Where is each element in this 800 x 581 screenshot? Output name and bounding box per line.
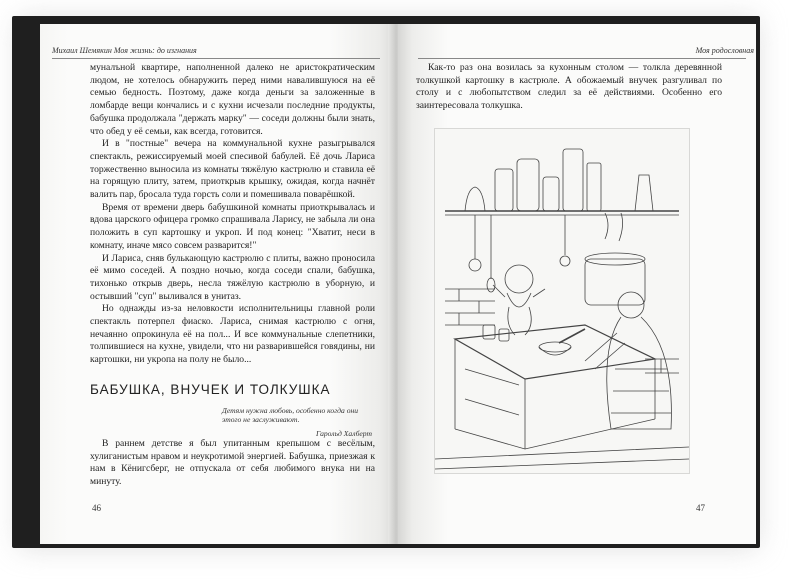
paragraph: В раннем детстве я был упитанным крепышом с весёлым, хулиганистым нравом и неукротимой энергией. Бабушка, приезжая к нам в Кёнигсберг, не отпускала от себя любимого внука ни на минуту. bbox=[90, 438, 375, 488]
right-header-rule bbox=[418, 58, 746, 59]
paragraph: муналъной квартире, наполненной далеко не аристократическим людом, не хотелось обнаружить перед ними навалившуюся на её семью бедность. Поэтому, даже когда деньги за заложенные в ломбарде вещи кончались и с кухни исчезали последние продукты, бабушка продолжала "держать марку" — соседи должны были знать, что обед у её семьи, как всегда, готовится. bbox=[90, 62, 375, 137]
left-header-rule bbox=[52, 58, 380, 59]
section-title: БАБУШКА, ВНУЧЕК И ТОЛКУШКА bbox=[90, 382, 331, 397]
right-running-head: Моя родословная bbox=[695, 46, 754, 55]
right-page-number: 47 bbox=[696, 503, 705, 513]
right-body-text bbox=[416, 62, 722, 113]
left-page-number: 46 bbox=[92, 503, 101, 513]
paragraph: И Лариса, сняв булькающую кастрюлю с плиты, важно проносила её мимо соседей. А поздно ночью, когда соседи спали, бабушка, тихонько открыв дверь, несла тяжёлую кастрюлю в уборную, и остывший "суп" выливался в унитаз. bbox=[90, 252, 375, 302]
paragraph: Время от времени дверь бабушкиной комнаты приоткрывалась и вдова царского офицера громко спрашивала Ларису, не забыла ли она положить в суп картошку и укроп. И под конец: "Хватит, неси в комнату, иначе мясо совсем разварится!" bbox=[90, 201, 375, 251]
left-body-text bbox=[90, 62, 375, 367]
paragraph: Но однажды из-за неловкости исполнительницы главной роли спектакль потерпел фиаско. Лариса, снимая кастрюлю с огня, нечаянно опрокинула её на пол... И все коммунальные слепетники, толпившиеся на кухне, увидели, что ни разварившейся говядины, ни картошки, ни укропа на полу не было... bbox=[90, 303, 375, 366]
kitchen-illustration bbox=[434, 128, 690, 474]
section-body-text bbox=[90, 438, 375, 489]
epigraph-author: Гарольд Халберт bbox=[315, 428, 372, 438]
paragraph: Как-то раз она возилась за кухонным столом — толкла деревянной толкушкой картошку в кастрюле. А обожаемый внучек разгуливал по столу и с любопытством следил за её действиями. Особенно его заинтересовала толкушка. bbox=[416, 62, 722, 112]
epigraph-text: Детям нужна любовь, особенно когда они этого не заслуживают. bbox=[222, 406, 359, 425]
paragraph: И в "постные" вечера на коммунальной кухне разыгрывался спектакль, режиссируемый моей спесивой бабулей. Её дочь Лариса торжественно выносила из комнаты тяжёлую кастрюлю и ставила её на горящую плиту, затем, приоткрыв крышку, ожидая, когда начнёт валить пар, бросала туда горсть соли и помешивала поварёшкой. bbox=[90, 138, 375, 201]
left-running-head: Михаил Шемякин Моя жизнь: до изгнания bbox=[52, 46, 197, 55]
pencil-drawing-icon bbox=[435, 129, 689, 473]
epigraph bbox=[222, 406, 372, 438]
